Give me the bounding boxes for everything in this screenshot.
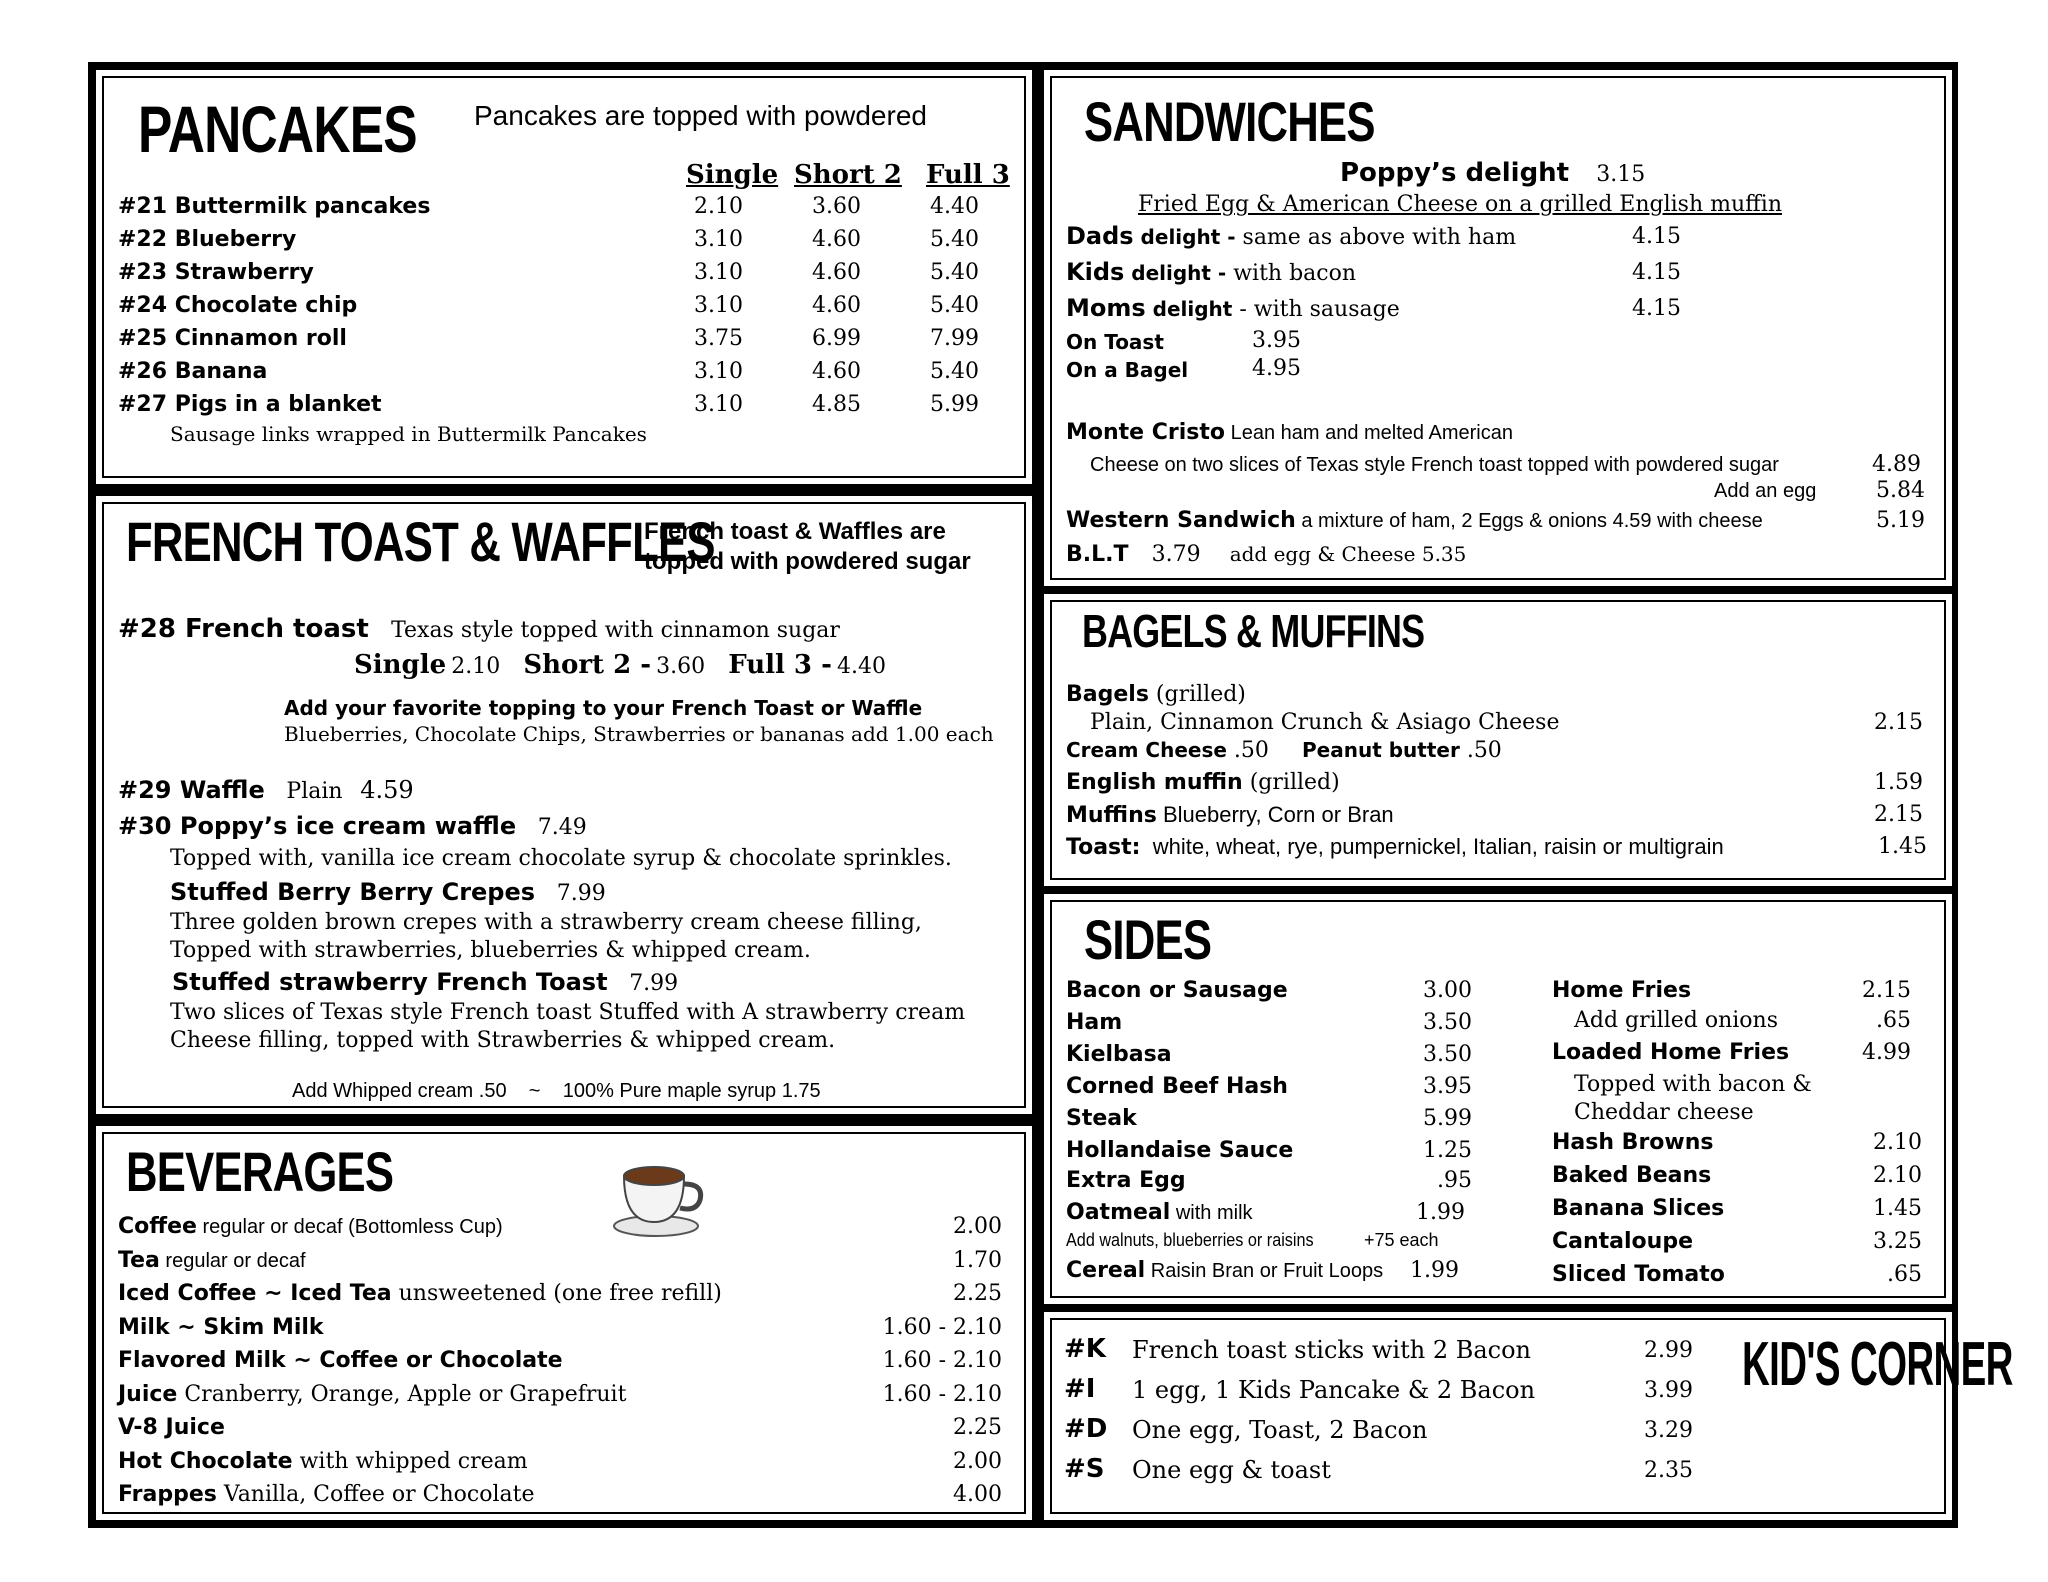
french-note-1: French toast & Waffles are bbox=[644, 518, 946, 545]
monte-egg: Add an egg bbox=[1714, 480, 1817, 502]
kids-item-code: #I bbox=[1064, 1374, 1096, 1404]
beverages-title: BEVERAGES bbox=[126, 1140, 394, 1203]
crepes-item bbox=[170, 878, 606, 906]
sft-item bbox=[172, 968, 678, 996]
side-item-price: 2.10 bbox=[1873, 1130, 1922, 1155]
beverage-name: V-8 Juice bbox=[118, 1415, 225, 1440]
beverage-price: 1.60 - 2.10 bbox=[882, 1314, 1002, 1340]
beverage-item bbox=[118, 1315, 324, 1340]
side-item-price: 3.50 bbox=[1423, 1010, 1472, 1035]
pancake-item-single: 3.10 bbox=[694, 359, 743, 384]
beverage-desc: regular or decaf (Bottomless Cup) bbox=[196, 1216, 503, 1238]
oatmeal: Oatmeal with milk bbox=[1066, 1200, 1253, 1225]
topping-desc: Blueberries, Chocolate Chips, Strawberries or bananas add 1.00 each bbox=[284, 722, 994, 746]
home-fries-price: 2.15 bbox=[1862, 978, 1911, 1003]
ft-full-label: Full 3 - bbox=[728, 650, 832, 680]
kids-title: KID'S CORNER bbox=[1742, 1330, 2013, 1399]
pancake-item-name: #22 Blueberry bbox=[118, 227, 297, 252]
beverage-price: 2.25 bbox=[953, 1281, 1002, 1306]
waffle-desc: Plain bbox=[286, 779, 343, 804]
side-item-name: Sliced Tomato bbox=[1552, 1262, 1725, 1287]
home-fries-add-price: .65 bbox=[1876, 1008, 1911, 1033]
poppy-delight bbox=[1340, 158, 1645, 188]
ft-single-price: 2.10 bbox=[451, 654, 501, 679]
bagels-flavors: Plain, Cinnamon Crunch & Asiago Cheese bbox=[1090, 710, 1560, 735]
bagels-panel bbox=[1042, 592, 1954, 888]
on-toast-price: 3.95 bbox=[1252, 328, 1301, 353]
sides-title: SIDES bbox=[1084, 908, 1212, 971]
pancake-item-full: 5.40 bbox=[930, 227, 979, 252]
kids-item-code: #K bbox=[1064, 1334, 1106, 1364]
western-price: 5.19 bbox=[1876, 508, 1925, 533]
pancake-item-name: #23 Strawberry bbox=[118, 260, 314, 285]
beverage-desc: unsweetened (one free refill) bbox=[391, 1281, 722, 1306]
pancake-item-full: 5.40 bbox=[930, 260, 979, 285]
kids-item-desc: One egg & toast bbox=[1132, 1456, 1331, 1484]
pancake-item-full: 5.99 bbox=[930, 392, 979, 417]
on-bagel-label: On a Bagel bbox=[1066, 358, 1189, 382]
side-item-price: .95 bbox=[1437, 1168, 1472, 1193]
oatmeal-price: 1.99 bbox=[1416, 1200, 1465, 1225]
pancake-item-name: #25 Cinnamon roll bbox=[118, 326, 347, 351]
beverage-item bbox=[118, 1348, 563, 1373]
beverage-desc: with whipped cream bbox=[292, 1448, 528, 1474]
icw-name: #30 Poppy’s ice cream waffle bbox=[118, 812, 517, 840]
side-item-price: 2.10 bbox=[1873, 1163, 1922, 1188]
side-item-name: Extra Egg bbox=[1066, 1168, 1186, 1193]
loaded-home-fries: Loaded Home Fries bbox=[1552, 1040, 1790, 1065]
pancake-item-single: 3.10 bbox=[694, 260, 743, 285]
crepes-name: Stuffed Berry Berry Crepes bbox=[170, 878, 536, 906]
beverage-price: 2.00 bbox=[953, 1214, 1002, 1239]
col-single: Single bbox=[686, 160, 779, 190]
kids-item-desc: 1 egg, 1 Kids Pancake & 2 Bacon bbox=[1132, 1376, 1536, 1404]
pancake-item-short: 4.60 bbox=[812, 227, 861, 252]
waffle-name: #29 Waffle bbox=[118, 776, 265, 804]
beverage-name: Juice bbox=[118, 1381, 178, 1407]
pancake-item-short: 3.60 bbox=[812, 194, 861, 219]
kids-item-price: 2.35 bbox=[1644, 1458, 1693, 1483]
pancake-item-single: 3.10 bbox=[694, 392, 743, 417]
sides-panel bbox=[1042, 892, 1954, 1306]
french-toast-desc: Texas style topped with cinnamon sugar bbox=[391, 618, 840, 643]
monte-desc-2: Cheese on two slices of Texas style French toast topped with powdered sugar bbox=[1090, 454, 1779, 476]
pancake-item-short: 6.99 bbox=[812, 326, 861, 351]
kids-item-desc: One egg, Toast, 2 Bacon bbox=[1132, 1416, 1428, 1444]
side-item-price: .65 bbox=[1887, 1262, 1922, 1287]
kids-item-code: #D bbox=[1064, 1414, 1108, 1444]
pancake-item-single: 2.10 bbox=[694, 194, 743, 219]
beverage-price: 1.60 - 2.10 bbox=[882, 1348, 1002, 1373]
toast: Toast: white, wheat, rye, pumpernickel, Italian, raisin or multigrain bbox=[1066, 834, 1724, 860]
addons-line: Add Whipped cream .50 ~ 100% Pure maple syrup 1.75 bbox=[292, 1080, 821, 1102]
pancake-item-single: 3.10 bbox=[694, 293, 743, 318]
side-item-name: Corned Beef Hash bbox=[1066, 1074, 1288, 1099]
beverage-name: Coffee bbox=[118, 1214, 197, 1239]
side-item-name: Hash Browns bbox=[1552, 1130, 1714, 1155]
home-fries: Home Fries bbox=[1552, 978, 1692, 1003]
french-note-2: topped with powdered sugar bbox=[644, 548, 971, 575]
side-item-name: Cantaloupe bbox=[1552, 1229, 1694, 1254]
side-item-price: 1.25 bbox=[1423, 1138, 1472, 1163]
pancake-item-short: 4.60 bbox=[812, 260, 861, 285]
crepes-price: 7.99 bbox=[556, 881, 606, 906]
topping-head: Add your favorite topping to your French Toast or Waffle bbox=[284, 696, 923, 720]
beverage-name: Milk ~ Skim Milk bbox=[118, 1314, 324, 1340]
kids-item-code: #S bbox=[1064, 1454, 1105, 1484]
muffins-price: 2.15 bbox=[1874, 802, 1923, 827]
beverage-price: 2.25 bbox=[953, 1415, 1002, 1440]
pancakes-note: Pancakes are topped with powdered bbox=[474, 100, 927, 131]
dads-delight: Dads delight - same as above with ham bbox=[1066, 222, 1517, 250]
sandwiches-title: SANDWICHES bbox=[1084, 90, 1375, 153]
ft-full-price: 4.40 bbox=[836, 654, 886, 679]
beverage-name: Iced Coffee ~ Iced Tea bbox=[118, 1281, 392, 1306]
poppy-desc: Fried Egg & American Cheese on a grilled English muffin bbox=[1138, 192, 1782, 217]
western-sandwich: Western Sandwich a mixture of ham, 2 Eggs & onions 4.59 with cheese bbox=[1066, 508, 1763, 533]
beverage-item bbox=[118, 1482, 535, 1507]
moms-price: 4.15 bbox=[1632, 296, 1681, 321]
pancake-item-name: #26 Banana bbox=[118, 359, 268, 384]
pancakes-panel bbox=[94, 68, 1034, 486]
beverage-item bbox=[118, 1248, 306, 1273]
bagels-title: BAGELS & MUFFINS bbox=[1082, 605, 1425, 657]
poppy-name: Poppy’s delight bbox=[1340, 158, 1570, 188]
pancake-item-single: 3.75 bbox=[694, 326, 743, 351]
loaded-desc-2: Cheddar cheese bbox=[1574, 1100, 1754, 1125]
side-item-price: 1.45 bbox=[1873, 1196, 1922, 1221]
french-toast-name: #28 French toast bbox=[118, 614, 369, 644]
icw-item bbox=[118, 812, 587, 840]
icw-desc: Topped with, vanilla ice cream chocolate syrup & chocolate sprinkles. bbox=[170, 846, 952, 871]
waffle-item bbox=[118, 776, 414, 804]
dads-price: 4.15 bbox=[1632, 224, 1681, 249]
icw-price: 7.49 bbox=[537, 815, 587, 840]
beverage-desc: Vanilla, Coffee or Chocolate bbox=[216, 1482, 535, 1507]
side-item-name: Steak bbox=[1066, 1106, 1137, 1131]
pancake-item-full: 5.40 bbox=[930, 359, 979, 384]
monte-price: 4.89 bbox=[1872, 452, 1921, 477]
beverage-price: 4.00 bbox=[953, 1482, 1002, 1507]
beverage-item bbox=[118, 1449, 528, 1474]
cereal-price: 1.99 bbox=[1410, 1258, 1459, 1283]
beverage-price: 1.70 bbox=[953, 1247, 1002, 1273]
beverage-item bbox=[118, 1415, 225, 1440]
pancake-item-single: 3.10 bbox=[694, 227, 743, 252]
crepes-desc-2: Topped with strawberries, blueberries & whipped cream. bbox=[170, 938, 811, 963]
side-item-price: 3.50 bbox=[1423, 1042, 1472, 1067]
side-item-name: Banana Slices bbox=[1552, 1196, 1725, 1221]
blt: B.L.T 3.79 add egg & Cheese 5.35 bbox=[1066, 542, 1467, 567]
cereal: Cereal Raisin Bran or Fruit Loops bbox=[1066, 1258, 1384, 1283]
beverage-name: Frappes bbox=[118, 1482, 217, 1507]
beverage-item bbox=[118, 1382, 626, 1407]
loaded-desc-1: Topped with bacon & bbox=[1574, 1072, 1812, 1097]
side-item-name: Baked Beans bbox=[1552, 1163, 1712, 1188]
kids-price: 4.15 bbox=[1632, 260, 1681, 285]
pancake-item-short: 4.60 bbox=[812, 359, 861, 384]
pancake-item-name: #21 Buttermilk pancakes bbox=[118, 194, 431, 219]
moms-delight: Moms delight - with sausage bbox=[1066, 294, 1400, 322]
beverage-desc: regular or decaf bbox=[159, 1249, 306, 1272]
beverage-price: 2.00 bbox=[953, 1448, 1002, 1474]
beverage-name: Tea bbox=[118, 1247, 160, 1273]
home-fries-add: Add grilled onions bbox=[1574, 1008, 1779, 1033]
bagels-item: Bagels (grilled) bbox=[1066, 682, 1246, 707]
sft-desc-2: Cheese filling, topped with Strawberries & whipped cream. bbox=[170, 1028, 836, 1053]
side-item-price: 3.00 bbox=[1423, 978, 1472, 1003]
side-item-price: 3.25 bbox=[1873, 1229, 1922, 1254]
french-toast-item bbox=[118, 614, 840, 644]
kids-item-desc: French toast sticks with 2 Bacon bbox=[1132, 1336, 1532, 1364]
oatmeal-add: Add walnuts, blueberries or raisins bbox=[1066, 1230, 1314, 1250]
beverage-name: Flavored Milk ~ Coffee or Chocolate bbox=[118, 1348, 563, 1373]
kids-item-price: 3.99 bbox=[1644, 1378, 1693, 1403]
monte-egg-price: 5.84 bbox=[1876, 478, 1925, 503]
beverage-item bbox=[118, 1281, 722, 1306]
bagels-price: 2.15 bbox=[1874, 710, 1923, 735]
pancake-item-short: 4.85 bbox=[812, 392, 861, 417]
pancake-item-full: 4.40 bbox=[930, 194, 979, 219]
pancakes-footnote: Sausage links wrapped in Buttermilk Pancakes bbox=[170, 422, 647, 446]
kids-delight: Kids delight - with bacon bbox=[1066, 258, 1357, 286]
beverage-name: Hot Chocolate bbox=[118, 1448, 293, 1474]
monte-cristo: Monte Cristo Lean ham and melted American bbox=[1066, 420, 1513, 445]
sandwiches-panel bbox=[1042, 68, 1954, 588]
oatmeal-add-price: +75 each bbox=[1364, 1230, 1439, 1250]
pancake-item-full: 7.99 bbox=[930, 326, 979, 351]
side-item-name: Bacon or Sausage bbox=[1066, 978, 1288, 1003]
english-muffin-price: 1.59 bbox=[1874, 770, 1923, 795]
col-short: Short 2 bbox=[794, 160, 902, 190]
toast-price: 1.45 bbox=[1878, 834, 1927, 859]
on-bagel-price: 4.95 bbox=[1252, 356, 1301, 381]
kids-item-price: 2.99 bbox=[1644, 1338, 1693, 1363]
french-toast-prices bbox=[354, 650, 886, 680]
pancake-item-name: #24 Chocolate chip bbox=[118, 293, 358, 318]
crepes-desc-1: Three golden brown crepes with a strawberry cream cheese filling, bbox=[170, 910, 922, 935]
beverages-panel bbox=[94, 1124, 1034, 1522]
ft-single-label: Single bbox=[354, 650, 447, 680]
side-item-price: 3.95 bbox=[1423, 1074, 1472, 1099]
side-item-name: Kielbasa bbox=[1066, 1042, 1172, 1067]
beverage-price: 1.60 - 2.10 bbox=[882, 1381, 1002, 1407]
col-full: Full 3 bbox=[926, 160, 1010, 190]
pancake-item-short: 4.60 bbox=[812, 293, 861, 318]
kids-panel bbox=[1042, 1310, 2013, 1522]
waffle-price: 4.59 bbox=[360, 776, 414, 804]
sft-price: 7.99 bbox=[629, 971, 679, 996]
side-item-name: Hollandaise Sauce bbox=[1066, 1138, 1294, 1163]
sft-desc-1: Two slices of Texas style French toast Stuffed with A strawberry cream bbox=[170, 1000, 966, 1025]
coffee-cup-icon bbox=[608, 1156, 708, 1240]
muffins: Muffins Blueberry, Corn or Bran bbox=[1066, 802, 1394, 828]
kids-item-price: 3.29 bbox=[1644, 1418, 1693, 1443]
beverage-item bbox=[118, 1214, 503, 1239]
poppy-price: 3.15 bbox=[1596, 162, 1646, 187]
pancake-item-full: 5.40 bbox=[930, 293, 979, 318]
on-toast-label: On Toast bbox=[1066, 330, 1164, 354]
spreads: Cream Cheese .50 Peanut butter .50 bbox=[1066, 738, 1502, 763]
pancake-item-name: #27 Pigs in a blanket bbox=[118, 392, 382, 417]
ft-short-price: 3.60 bbox=[656, 654, 706, 679]
french-toast-panel bbox=[94, 494, 1034, 1116]
pancakes-title: PANCAKES bbox=[138, 92, 417, 166]
english-muffin: English muffin (grilled) bbox=[1066, 770, 1340, 795]
sft-name: Stuffed strawberry French Toast bbox=[172, 968, 608, 996]
side-item-price: 5.99 bbox=[1423, 1106, 1472, 1131]
loaded-home-fries-price: 4.99 bbox=[1862, 1040, 1911, 1065]
ft-short-label: Short 2 - bbox=[523, 650, 652, 680]
french-title: FRENCH TOAST & WAFFLES bbox=[126, 510, 715, 573]
beverage-desc: Cranberry, Orange, Apple or Grapefruit bbox=[177, 1381, 627, 1407]
side-item-name: Ham bbox=[1066, 1010, 1123, 1035]
